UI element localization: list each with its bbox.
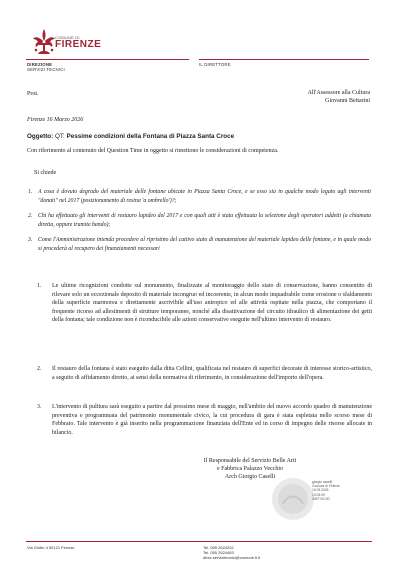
question-item	[28, 188, 371, 207]
answer-number: 3.	[37, 404, 42, 410]
department-line2: SERVIZI TECNICI	[27, 67, 65, 72]
digital-signature-info	[312, 480, 367, 501]
question-text: Come l'Amministrazione intenda procedere al ripristino del cattivo stato di manutenzione del materiale lapideo delle fontane, e in quale modo si procederà al recupero dei finanziamenti necessari	[38, 237, 371, 253]
comune-label: COMUNE DI	[55, 35, 80, 40]
subject-title: Pessime condizioni della Fontana di Piazza Santa Croce	[66, 133, 235, 140]
comune-name: FIRENZE	[55, 39, 102, 50]
header-divider	[26, 59, 189, 60]
addressee-line2: Giovanni Bettarini	[325, 98, 370, 104]
answer-item	[37, 365, 372, 382]
answer-text: Le ultime ricognizioni condotte sul monumento, finalizzate al monitoraggio dello stato di conservazione, hanno consentito di rilevare solo un eccezionale deposito di materiale incongruo ed incoerente, in alcun modo inquadrabile come erosione o sfaldamento della superficie marmorea e direttamente ascrivibile all'uso antropico ed alle attività ospitate nella piazza, che comportano il frequente ricorso ad allestimenti di strutture temporanee, nonché alla disattivazione del circuito idraulico di alimentazione dei getti della fontana; tale condizione non è riconducibile alle azioni conservative eseguite nell'ultimo intervento di restauro.	[52, 283, 372, 324]
florence-lily-logo-icon	[31, 27, 57, 57]
question-number: 1.	[28, 189, 33, 195]
answer-text: L'intervento di pulitura sarà eseguito a partire dal prossimo mese di maggio, nell'ambito del nuovo accordo quadro di manutenzione preventiva e programmata del patrimonio monumentale civico, la cui procedura di gara è stata espletata nello scorso mese di Febbraio. Tale intervento è già inserito nella programmazione finanziata dell'Ente ed in corso di impegno delle risorse allocate in bilancio.	[52, 404, 372, 436]
subject-line	[27, 133, 372, 140]
letter-date: Firenze 16 Marzo 2026	[27, 117, 84, 123]
signer-organization: Comune di Firenze	[312, 484, 340, 489]
footer-divider	[26, 541, 372, 542]
question-number: 2.	[28, 213, 33, 219]
protocol-label: Prot.	[27, 91, 39, 97]
signature-line2: e Fabbrica Palazzo Vecchio	[216, 466, 284, 472]
footer-contacts	[203, 545, 260, 560]
subject-ref: QT:	[54, 133, 65, 140]
question-item	[28, 212, 371, 231]
answer-item	[37, 282, 372, 325]
addressee-line1: All'Assessore alla Cultura	[307, 90, 370, 96]
question-text: Chi ha effettuato gli interventi di restauro lapideo del 2017 e con quali atti è stata effettuata la selezione degli operatori addetti (a chiamata diretta, oppure tramite bando);	[38, 213, 371, 229]
director-role: IL DIRETTORE	[199, 62, 231, 67]
answer-number: 1.	[37, 283, 42, 289]
intro-paragraph: Con riferimento al contenuto del Question Time in oggetto si rimettono le considerazioni di competenza.	[27, 148, 279, 154]
digital-signature-seal-icon	[270, 476, 316, 522]
answer-number: 2.	[37, 366, 42, 372]
header-divider-right	[199, 59, 369, 60]
signer-name: giorgio caselli	[312, 480, 332, 484]
signature-timezone: GMT+02:00	[312, 496, 330, 501]
department-line1: DIREZIONE	[27, 62, 53, 67]
question-item	[28, 236, 371, 255]
signature-time: 13:03:09	[312, 492, 325, 497]
footer-address: Via Giotto 4 50121 Firenze	[27, 545, 75, 550]
answer-text: Il restauro della fontana è stato eseguito dalla ditta Cellini, qualificata nel restauro di superfici decorate di interesse storico-artistico, a seguito di affidamento diretto, ai sensi della normativa di riferimento, in considerazione dell'importo dell'opera.	[52, 366, 372, 381]
questions-heading: Si chiede	[34, 170, 57, 176]
signature-date: 16.03.2026	[312, 488, 329, 493]
signature-name: Arch Giorgio Caselli	[224, 474, 276, 480]
signature-line1: Il Responsabile del Servizio Belle Arti	[203, 458, 297, 464]
question-number: 3.	[28, 237, 33, 243]
subject-label: Oggetto:	[27, 133, 54, 140]
answer-item	[37, 403, 372, 437]
footer-phone: Tel. 055 2624202	[203, 545, 234, 550]
footer-phone: Tel. 055 2624483	[203, 550, 234, 555]
footer-email[interactable]: direz.serviziteonici@comune.fi.it	[203, 555, 261, 560]
question-text: A cosa è dovuto degrado del materiale delle fontane ubicate in Piazza Santa Croce, e se esso sia in qualche modo legato agli interventi "donati" nel 2017 (posizionamento di resina 'a ombrello')?;	[38, 189, 371, 205]
